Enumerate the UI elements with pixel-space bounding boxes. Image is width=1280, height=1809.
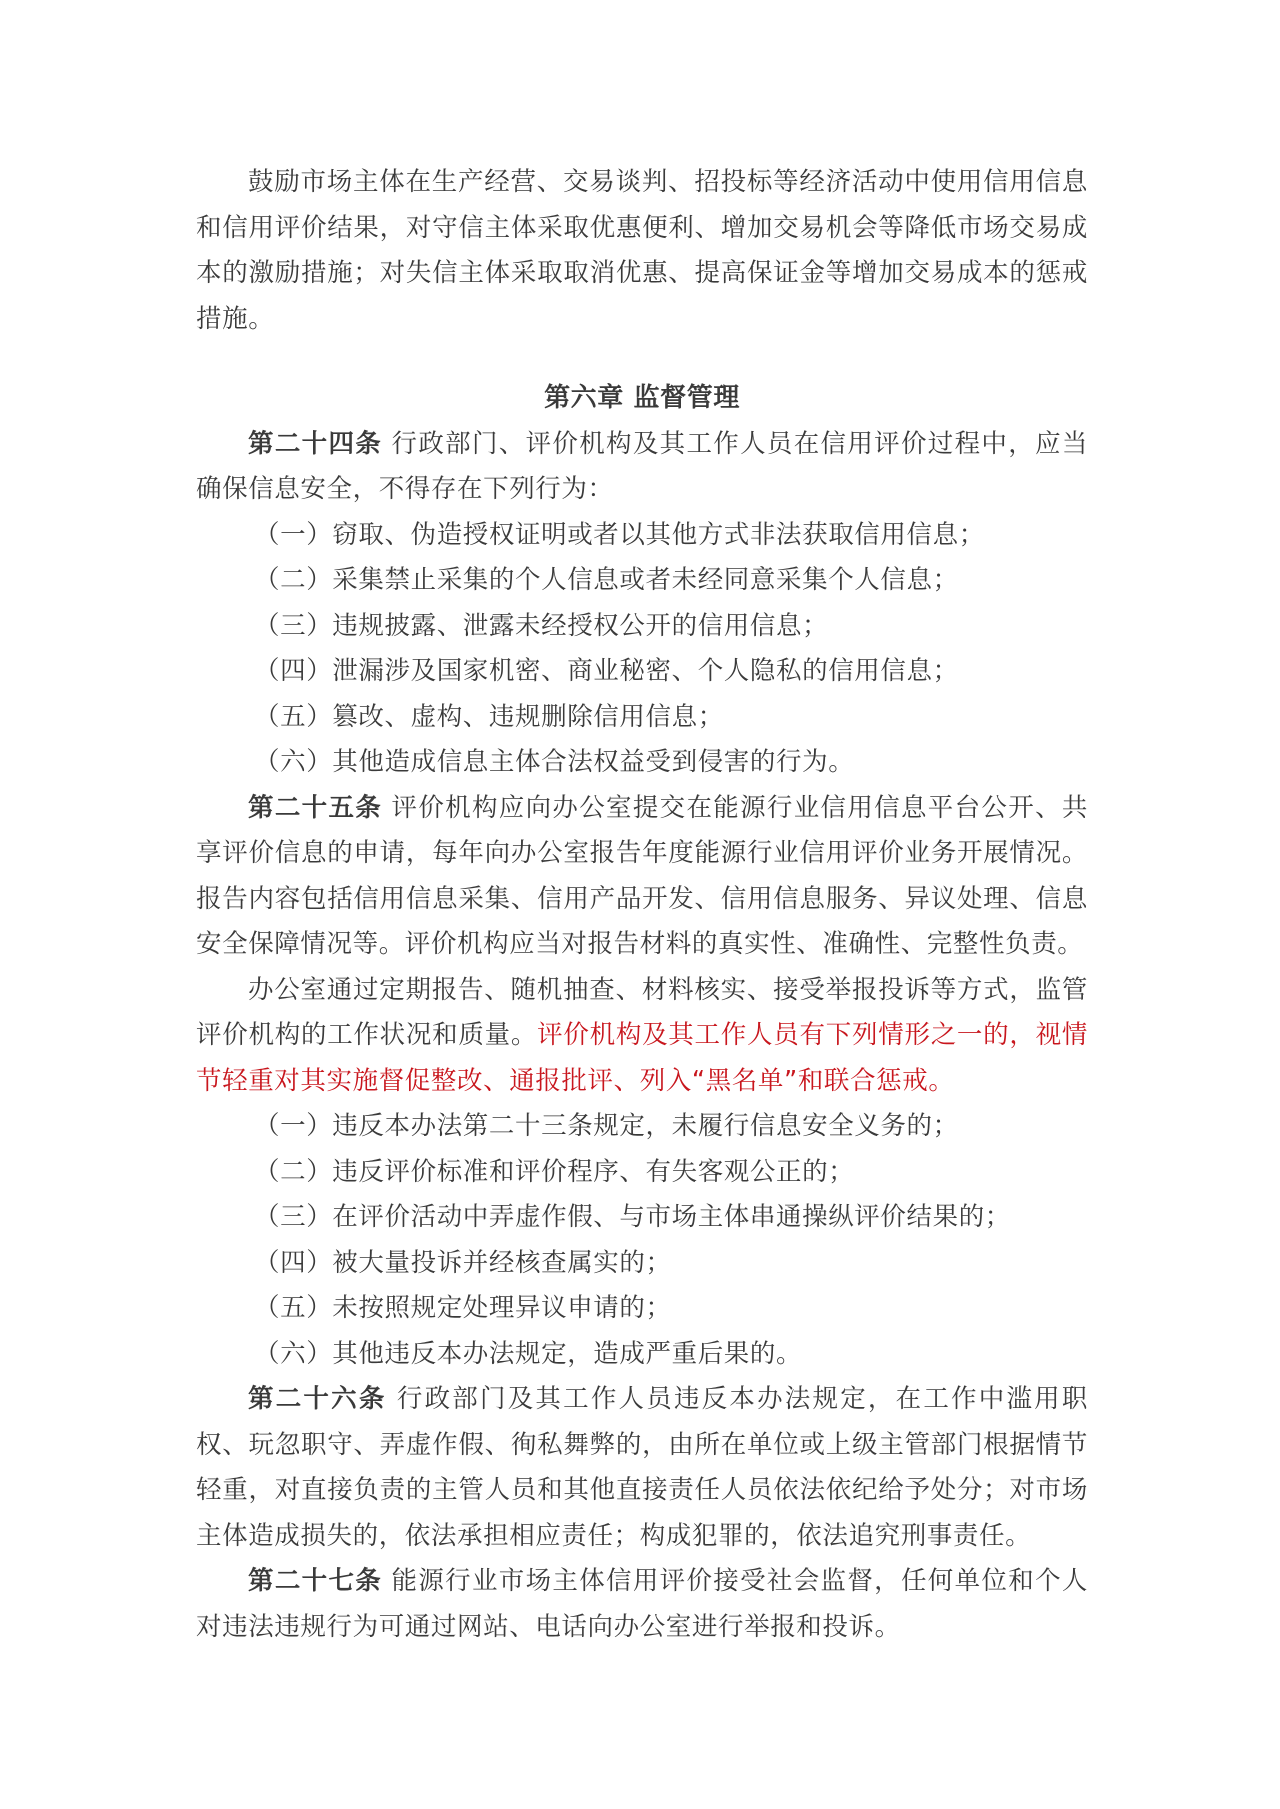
article-24-paragraph [196,422,1088,513]
article-27-text: 能源行业市场主体信用评价接受社会监督，任何单位和个人对违法违规行为可通过网站、电话向办公室进行举报和投诉。 [196,1566,1088,1642]
article-25-text: 评价机构应向办公室提交在能源行业信用信息平台公开、共享评价信息的申请，每年向办公室报告年度能源行业信用评价业务开展情况。报告内容包括信用信息采集、信用产品开发、信用信息服务、异议处理、信息安全保障情况等。评价机构应当对报告材料的真实性、准确性、完整性负责。 [196,792,1088,959]
article-25-paragraph [196,786,1088,968]
article-24-item-6: （六）其他造成信息主体合法权益受到侵害的行为。 [254,747,855,777]
article-24-text: 行政部门、评价机构及其工作人员在信用评价过程中，应当确保信息安全，不得存在下列行为： [196,428,1088,504]
article-24-item-1: （一）窃取、伪造授权证明或者以其他方式非法获取信用信息； [254,519,985,550]
article-26-paragraph [196,1377,1088,1559]
article-24-item-2: （二）采集禁止采集的个人信息或者未经同意采集个人信息； [254,565,959,595]
article-25-item-1: （一）违反本办法第二十三条规定，未履行信息安全义务的； [254,1111,959,1141]
article-25-paragraph-2 [196,968,1088,1105]
article-25-item-6: （六）其他违反本办法规定，造成严重后果的。 [254,1338,803,1369]
article-25-item-3: （三）在评价活动中弄虚作假、与市场主体串通操纵评价结果的； [254,1202,1011,1232]
article-25-item-4: （四）被大量投诉并经核查属实的； [254,1247,672,1278]
article-25-item-2: （二）违反评价标准和评价程序、有失客观公正的； [254,1156,855,1187]
article-27-paragraph [196,1559,1088,1650]
article-25-para2-text: 办公室通过定期报告、随机抽查、材料核实、接受举报投诉等方式，监管评价机构的工作状况和质量。 [196,974,1088,1050]
article-27-label: 第二十七条 [248,1566,383,1596]
section-spacer [196,342,1088,376]
article-25-highlight-text: 评价机构及其工作人员有下列情形之一的，视情节轻重对其实施督促整改、通报批评、列入“黑名单”和联合惩戒。 [196,1020,1088,1096]
article-24-item-4: （四）泄漏涉及国家机密、商业秘密、个人隐私的信用信息； [254,656,959,686]
article-24-label: 第二十四条 [248,428,383,459]
article-26-text: 行政部门及其工作人员违反本办法规定，在工作中滥用职权、玩忽职守、弄虚作假、徇私舞弊的，由所在单位或上级主管部门根据情节轻重，对直接负责的主管人员和其他直接责任人员依法依纪给予处分；对市场主体造成损失的，依法承担相应责任；构成犯罪的，依法追究刑事责任。 [196,1384,1088,1551]
article-25-label: 第二十五条 [248,792,383,823]
article-24-item-3: （三）违规披露、泄露未经授权公开的信用信息； [254,610,829,641]
article-26-label: 第二十六条 [248,1384,387,1414]
intro-paragraph: 鼓励市场主体在生产经营、交易谈判、招投标等经济活动中使用信用信息和信用评价结果，对守信主体采取优惠便利、增加交易机会等降低市场交易成本的激励措施；对失信主体采取取消优惠、提高保证金等增加交易成本的惩戒措施。 [196,167,1088,334]
chapter-title: 第六章 监督管理 [544,383,740,413]
document-page [196,160,1088,1650]
article-25-item-5: （五）未按照规定处理异议申请的； [254,1293,672,1323]
article-24-item-5: （五）篡改、虚构、违规删除信用信息； [254,701,724,732]
